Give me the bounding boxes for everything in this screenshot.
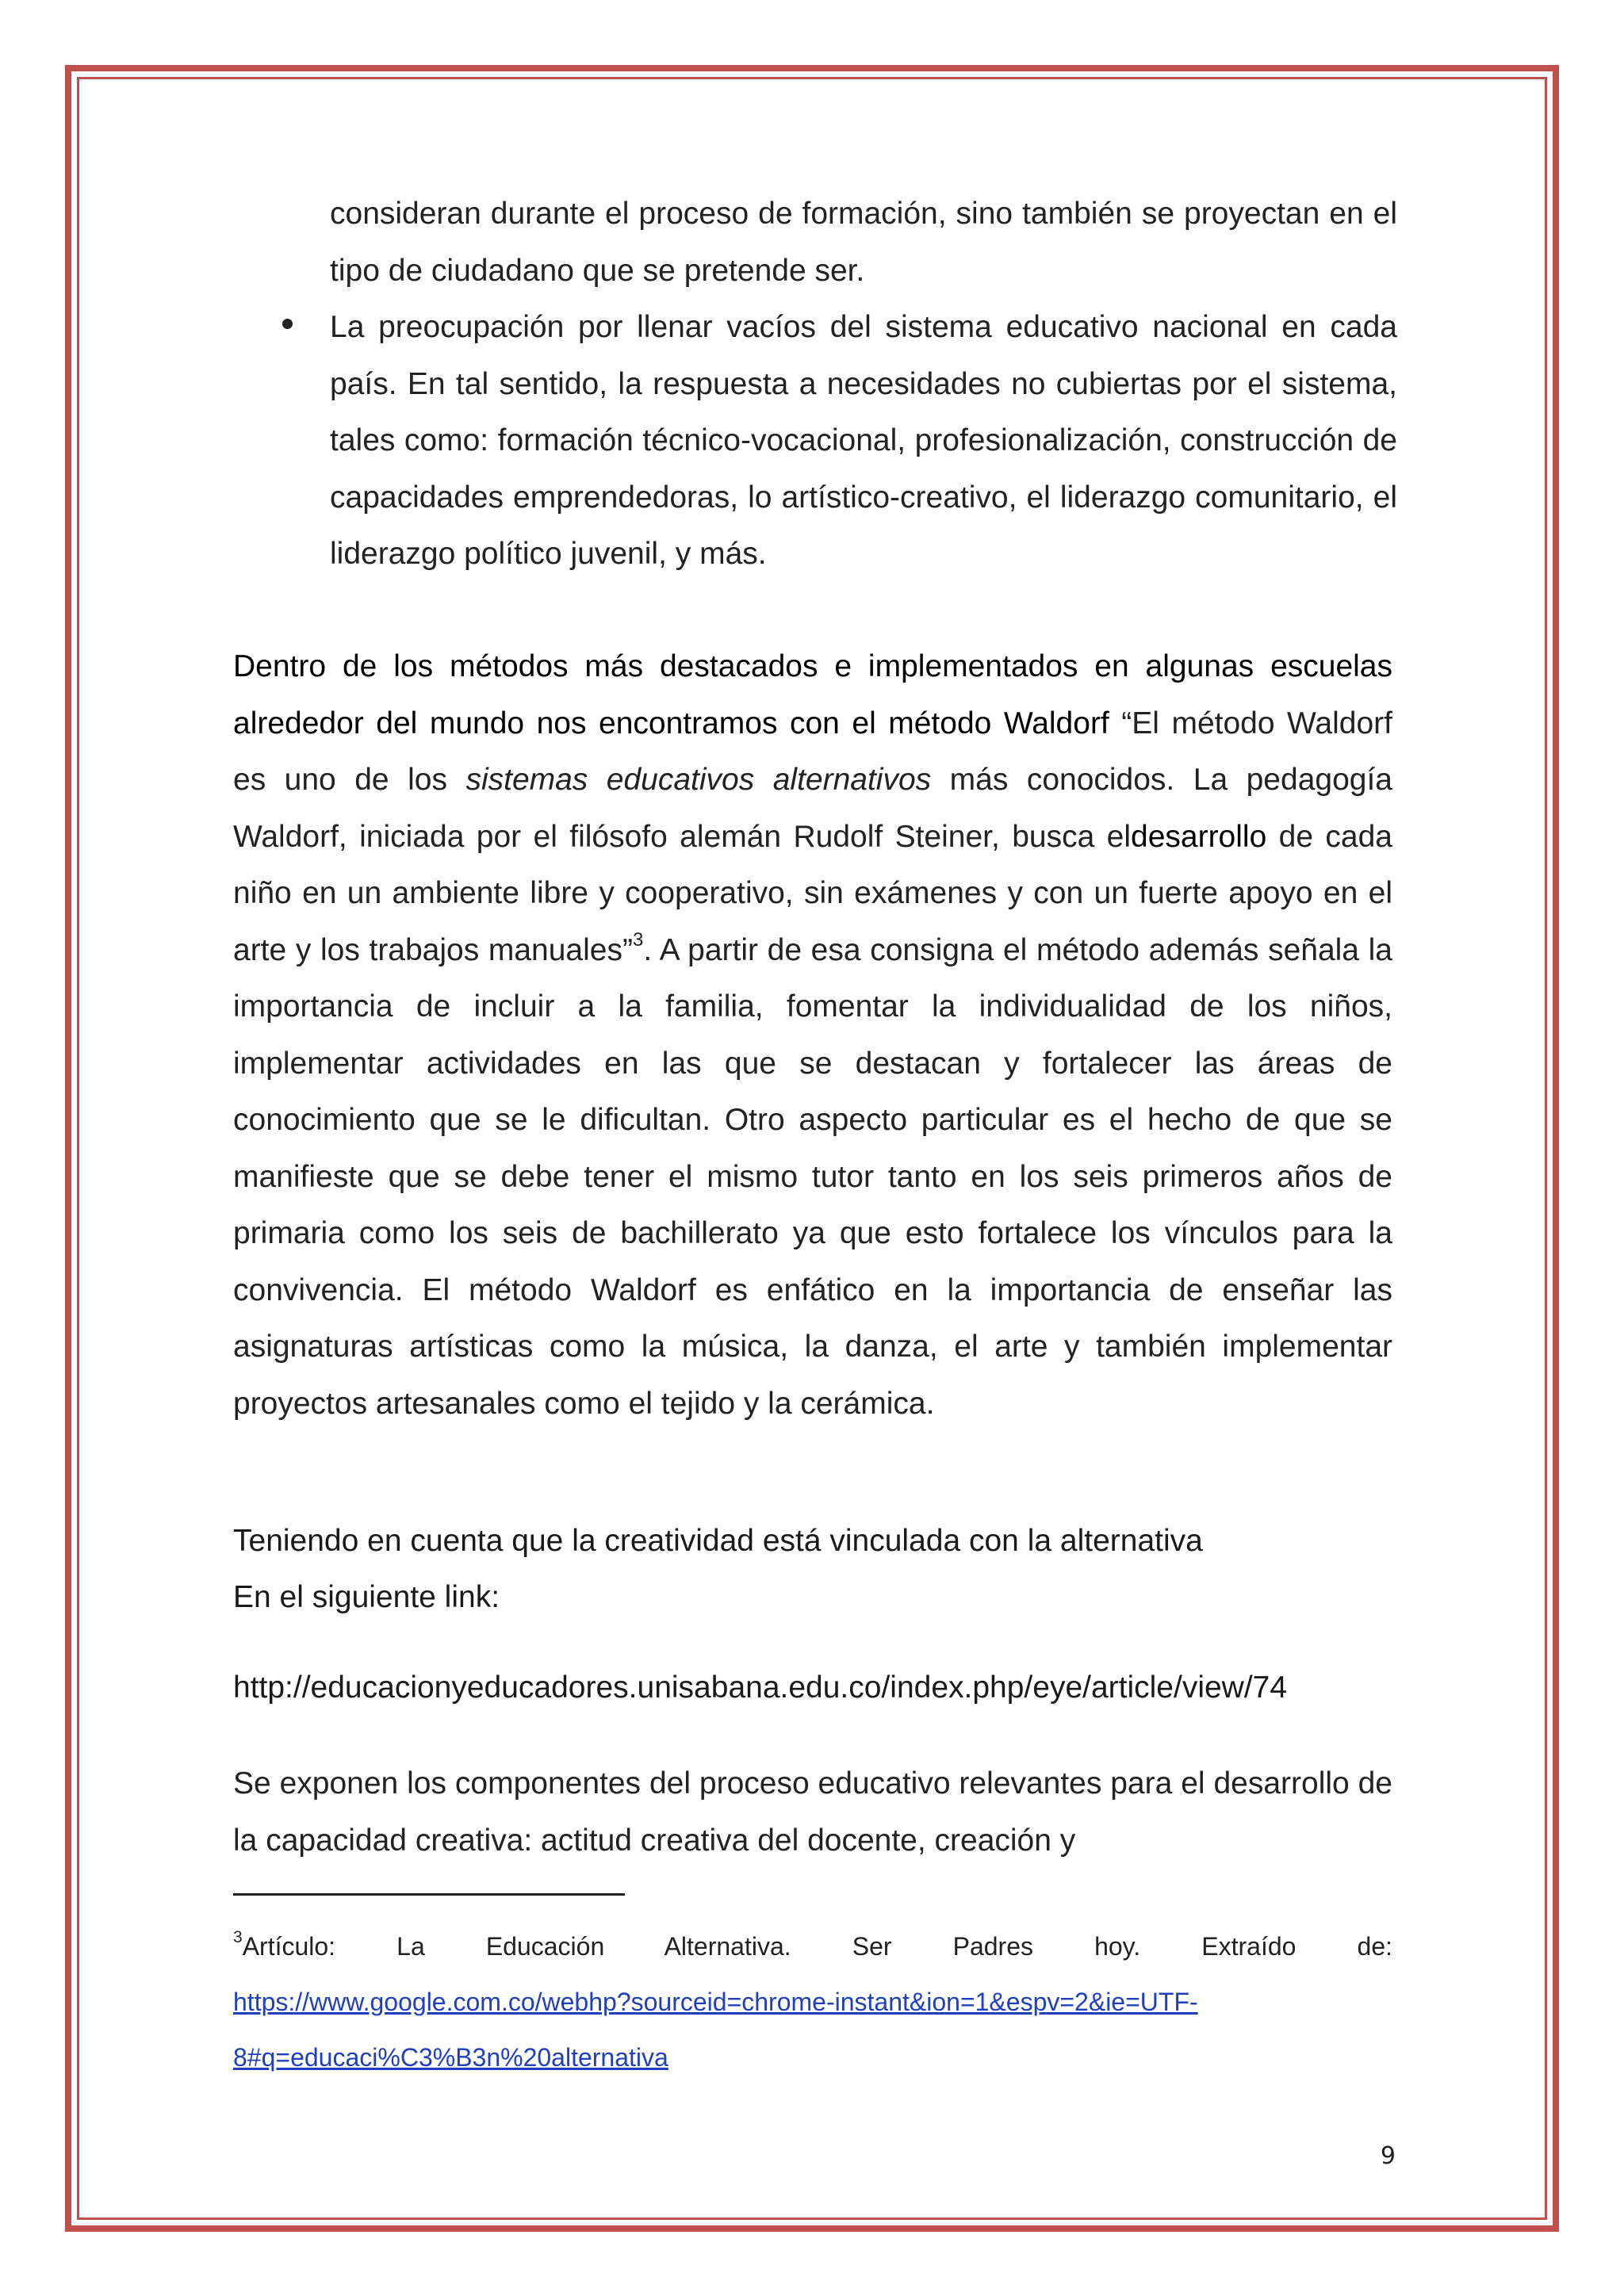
continued-bullet-paragraph: consideran durante el proceso de formación, sino también se proyectan en el tipo de ciudadano que se pretende ser. bbox=[330, 197, 1397, 288]
waldorf-intro: Dentro de los métodos más destacados e implementados en algunas escuelas alrededor del mundo nos encontramos con el método Waldorf bbox=[233, 649, 1392, 740]
footnote-text: Artículo: La Educación Alternativa. Ser Padres hoy. Extraído de: bbox=[242, 1932, 1392, 1961]
footnote-link-line-1[interactable]: https://www.google.com.co/webhp?sourceid=chrome-instant&ion=1&espv=2&ie=UTF- bbox=[233, 1988, 1198, 2016]
waldorf-quote-start: “El método Waldorf es uno de los bbox=[233, 706, 1392, 797]
continued-bullet-text bbox=[330, 186, 1397, 299]
footnote bbox=[233, 1919, 1392, 2085]
desarrollo-word: desarrollo bbox=[1131, 819, 1267, 854]
waldorf-rest: . A partir de esa consigna el método además señala la importancia de incluir a la familia, fomentar la individualidad de los niños, implementar actividades en las que se destacan y fortalecer las áreas de conocimiento que se le dificultan. Otro aspecto particular es el hecho de que se manifieste que se debe tener el mismo tutor tanto en los seis primeros años de primaria como los seis de bachillerato ya que esto fortalece los vínculos para la convivencia. El método Waldorf es enfático en la importancia de enseñar las asignaturas artísticas como la música, la danza, el arte y también implementar proyectos artesanales como el tejido y la cerámica. bbox=[233, 932, 1392, 1421]
link-intro-line: En el siguiente link: bbox=[233, 1580, 500, 1614]
bullet-list-item bbox=[330, 299, 1397, 583]
footnote-reference[interactable]: 3 bbox=[632, 928, 644, 951]
bullet-item-text: La preocupación por llenar vacíos del sistema educativo nacional en cada país. En tal sentido, la respuesta a necesidades no cubiertas por el sistema, tales como: formación técnico-vocacional, profesionalización, construcción de capacidades emprendedoras, lo artístico-creativo, el liderazgo comunitario, el liderazgo político juvenil, y más. bbox=[330, 310, 1397, 571]
waldorf-paragraph bbox=[233, 638, 1392, 1432]
waldorf-quote-mid: más conocidos. La pedagogía Waldorf, iniciada por el filósofo alemán Rudolf Steiner, busca el bbox=[233, 763, 1392, 854]
page-number: 9 bbox=[1380, 2142, 1396, 2170]
article-url[interactable]: http://educacionyeducadores.unisabana.edu.co/index.php/eye/article/view/74 bbox=[233, 1670, 1288, 1705]
footnote-text-line bbox=[233, 1919, 1392, 1974]
creativity-line: Teniendo en cuenta que la creatividad está vinculada con la alternativa bbox=[233, 1524, 1203, 1558]
footnote-separator bbox=[233, 1893, 625, 1896]
alternative-systems-italic: sistemas educativos alternativos bbox=[465, 763, 932, 797]
footnote-number: 3 bbox=[233, 1928, 243, 1947]
footnote-link-line-2[interactable]: 8#q=educaci%C3%B3n%20alternativa bbox=[233, 2043, 668, 2072]
bullet-icon bbox=[282, 319, 293, 329]
creative-components-paragraph: Se exponen los componentes del proceso educativo relevantes para el desarrollo de la capacidad creativa: actitud creativa del docente, creación y bbox=[233, 1766, 1392, 1858]
waldorf-quote-end: de cada niño en un ambiente libre y cooperativo, sin exámenes y con un fuerte apoyo en el arte y los trabajos manuales” bbox=[233, 819, 1392, 967]
